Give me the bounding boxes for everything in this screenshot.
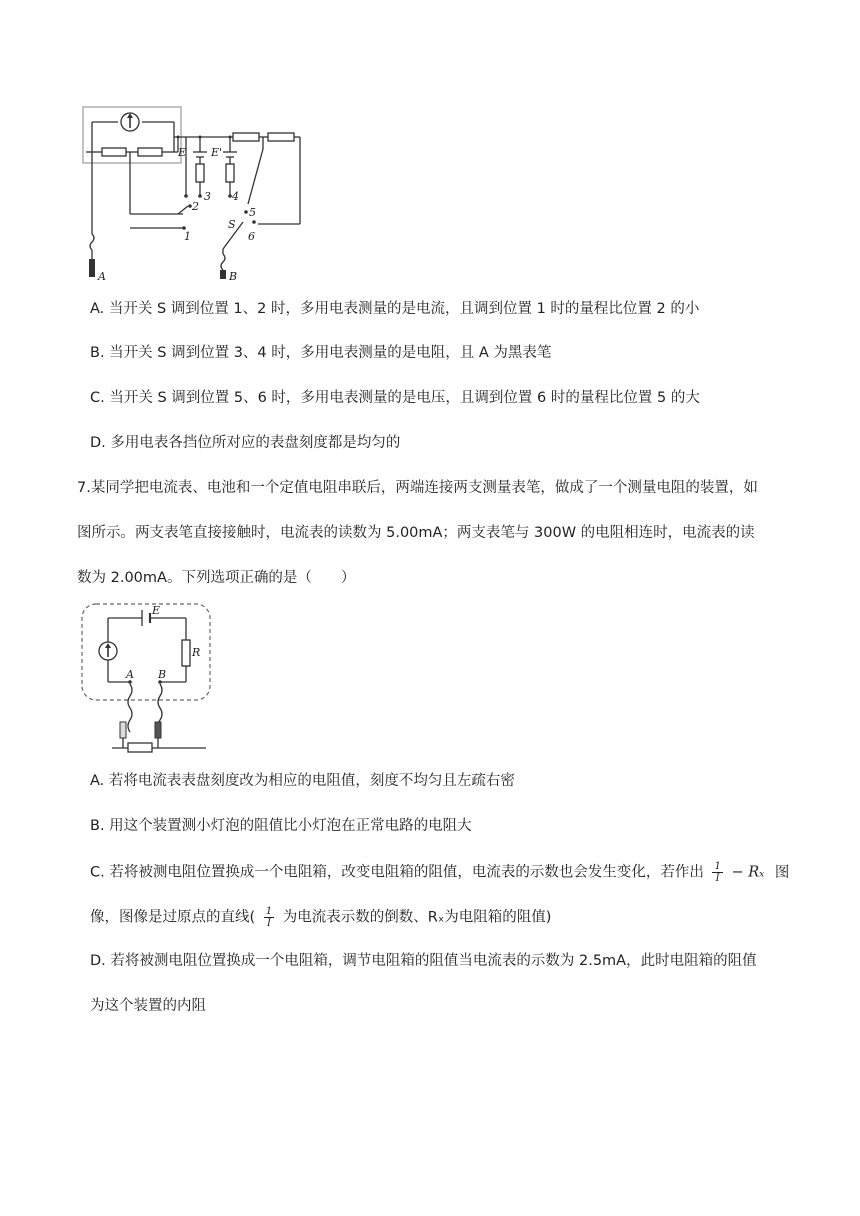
reciprocal-current-fraction-2: [264, 906, 274, 929]
q7-option-c-text-2a: 像，图像是过原点的直线(: [90, 909, 256, 926]
position-6: 6: [248, 230, 255, 243]
minus-rx: − Rₓ: [731, 864, 765, 881]
q7-option-c-text: C. 若将被测电阻位置换成一个电阻箱，改变电阻箱的阻值，电流表的示数也会发生变化，若作出: [90, 864, 704, 881]
multimeter-circuit-figure: [78, 104, 310, 284]
fraction-denominator: I: [715, 873, 720, 884]
position-4: 4: [232, 190, 239, 203]
q7-option-c-tail: 图: [774, 864, 790, 881]
position-3: 3: [204, 190, 211, 203]
ohmmeter-device-figure: [78, 600, 218, 758]
fraction-numerator-2: 1: [265, 906, 273, 917]
position-2: 2: [192, 200, 199, 213]
q7-option-c-text-2b: 为电流表示数的倒数、Rₓ为电阻箱的阻值): [282, 909, 552, 926]
q6-option-c: C. 当开关 S 调到位置 5、6 时，多用电表测量的是电压，且调到位置 6 时的量程比位置 5 的大: [90, 390, 700, 406]
label-e-prime: E': [211, 146, 223, 159]
q6-option-d: D. 多用电表各挡位所对应的表盘刻度都是均匀的: [90, 435, 401, 451]
position-1: 1: [184, 230, 191, 243]
q6-option-a: A. 当开关 S 调到位置 1、2 时，多用电表测量的是电流，且调到位置 1 时的量程比位置 2 的小: [90, 301, 700, 317]
position-5: 5: [249, 206, 256, 219]
label-e: E: [178, 146, 187, 159]
terminal-b-label: B: [158, 668, 167, 681]
resistor-r-label: R: [192, 646, 201, 659]
q7-option-b: B. 用这个装置测小灯泡的阻值比小灯泡在正常电路的电阻大: [90, 818, 472, 834]
q7-stem-line-2: 图所示。两支表笔直接接触时，电流表的读数为 5.00mA；两支表笔与 300W 的电阻相连时，电流表的读: [77, 525, 755, 541]
q7-option-a: A. 若将电流表表盘刻度改为相应的电阻值，刻度不均匀且左疏右密: [90, 773, 515, 789]
q7-option-d-line-2: 为这个装置的内阻: [90, 998, 206, 1014]
battery-e-label: E: [152, 604, 161, 617]
fraction-numerator: 1: [714, 861, 721, 872]
q7-stem-line-1: 7.某同学把电流表、电池和一个定值电阻串联后，两端连接两支测量表笔，做成了一个测量电阻的装置，如: [77, 480, 758, 496]
q7-option-c-line-1: [90, 861, 789, 884]
q6-option-b: B. 当开关 S 调到位置 3、4 时，多用电表测量的是电阻，且 A 为黑表笔: [90, 345, 552, 361]
q7-option-c-line-2: [90, 906, 551, 929]
reciprocal-current-fraction: [712, 861, 722, 884]
q7-stem-line-3: 数为 2.00mA。下列选项正确的是（ ）: [77, 570, 356, 586]
fraction-denominator-2: I: [266, 918, 271, 929]
switch-s-label: S: [228, 218, 236, 231]
probe-b-label: B: [229, 270, 238, 283]
terminal-a-label: A: [126, 668, 134, 681]
q7-option-d-line-1: D. 若将被测电阻位置换成一个电阻箱，调节电阻箱的阻值当电流表的示数为 2.5mA，此时电阻箱的阻值: [90, 953, 757, 969]
probe-a-label: A: [98, 270, 106, 283]
